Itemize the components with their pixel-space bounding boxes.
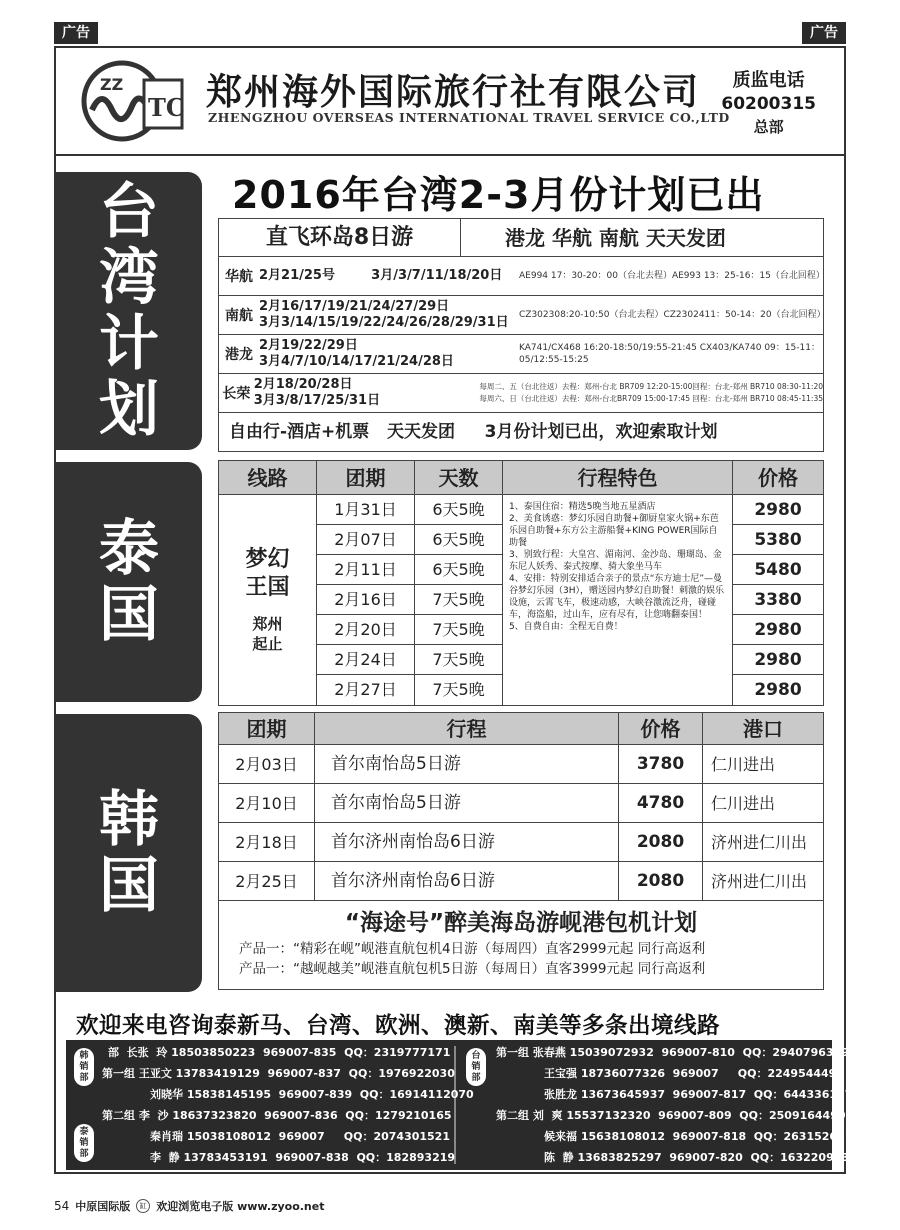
section-name: 中原国际版 [75, 1200, 131, 1213]
tour-price: 4780 [619, 784, 703, 822]
thailand-table-header [219, 461, 823, 495]
page-footer [54, 1198, 325, 1214]
tour-price: 2980 [754, 680, 802, 700]
tour-price: 2980 [733, 645, 823, 675]
charter-promo [219, 901, 823, 989]
contact-row: 刘晓华 15838145195 969007-839 QQ：16914112070 [150, 1088, 474, 1101]
table-row [317, 525, 502, 555]
promo-line: 产品一：“精彩在岘”岘港直航包机4日游（每周四）直客2999元起 同行高返利 [239, 941, 706, 957]
table-row [219, 784, 823, 823]
hq-label: 总部 [753, 118, 784, 136]
column-header: 团期 [317, 461, 415, 494]
side-char: 泰 [99, 514, 159, 584]
side-char: 国 [99, 851, 159, 921]
tour-days: 6天5晚 [432, 500, 485, 519]
svg-text:ZZ: ZZ [100, 75, 124, 94]
feature-item: 4、安排：特别安排适合亲子的景点“东方迪士尼”—曼谷梦幻乐园（3H），赠送园内梦幻自助餐！刺激的娱乐设施，云霄飞车，极速动感，大峡谷激流泛舟，碰碰车，海盗船，过山车，应有尽有，让您嗨翻泰国！ [509, 574, 724, 620]
feature-item: 3、别致行程：大皇宫、湄南河、金沙岛、珊瑚岛、金东尼人妖秀、泰式按摩、骑大象坐马车 [509, 550, 722, 572]
taiwan-head-left: 直飞环岛8日游 [219, 219, 461, 256]
table-row [219, 374, 823, 413]
ad-tag-left: 广告 [54, 22, 98, 44]
column-header: 行程 [315, 713, 619, 744]
page-title: 2016年台湾2-3月份计划已出 [232, 173, 765, 217]
tour-price: 3380 [733, 585, 823, 615]
tour-price: 2080 [619, 862, 703, 900]
tour-date: 2月11日 [317, 555, 415, 584]
tour-price: 2080 [619, 823, 703, 861]
feature-item: 2、美食诱惑：梦幻乐园自助餐+御厨皇家火锅+东芭乐园自助餐+东方公主游船餐+KING POWER国际自助餐 [509, 514, 719, 548]
contact-row: 陈 静 13683825297 969007-820 QQ：1632209730 [544, 1151, 857, 1164]
hotline-block [721, 66, 816, 137]
airline-name: 南航 [225, 308, 253, 324]
contact-row: 张胜龙 13673645937 969007-817 QQ：644336187 [544, 1088, 853, 1101]
side-char: 湾 [99, 243, 159, 313]
contact-row: 秦肖瑞 15038108012 969007 QQ：2074301521 [150, 1130, 450, 1143]
table-row [219, 296, 826, 335]
departure-dates: 2月18/20/28日 3月3/8/17/25/31日 [253, 377, 381, 408]
departure-dates: 2月16/17/19/21/24/27/29日 3月3/14/15/19/22/24/26/28/29/31日 [259, 299, 509, 330]
side-char: 计 [99, 309, 159, 379]
tour-route: 首尔济州南怡岛6日游 [315, 862, 619, 900]
consult-banner: 欢迎来电咨询泰新马、台湾、欧洲、澳新、南美等多条出境线路 [76, 1013, 721, 1039]
departure-dates: 2月19/22/29日 3月4/7/10/14/17/21/24/28日 [259, 338, 454, 369]
table-row [317, 675, 502, 705]
tour-date: 2月27日 [317, 675, 415, 705]
hotline-number: 60200315 [721, 94, 816, 114]
feature-item: 1、泰国住宿：精选5晚当地五星酒店 [509, 502, 656, 512]
tour-days: 7天5晚 [432, 620, 485, 639]
table-row [219, 823, 823, 862]
table-row [317, 495, 502, 525]
flight-info: AE994 17：30-20：00（台北去程）AE993 13：25-16：15（台北回程） [519, 271, 825, 281]
table-row [317, 585, 502, 615]
tour-date: 2月18日 [219, 823, 315, 861]
tour-port: 仁川进出 [711, 794, 776, 813]
column-header: 天数 [415, 461, 503, 494]
table-row [219, 745, 823, 784]
route-name: 梦幻 王国 [245, 547, 290, 600]
column-header: 港口 [743, 717, 783, 741]
tour-days: 7天5晚 [432, 590, 485, 609]
contact-row: 王宝强 18736077326 969007 QQ：2249544498 [544, 1067, 844, 1080]
taiwan-footer: 自由行-酒店+机票 天天发团 3月份计划已出，欢迎索取计划 [229, 422, 718, 442]
promo-title: “海途号”醉美海岛游岘港包机计划 [344, 910, 698, 936]
side-char: 台 [99, 177, 159, 247]
contact-row: 第一组 张春燕 15039072932 969007-810 QQ：2940796359 [496, 1046, 849, 1059]
company-name-cn: 郑州海外国际旅行社有限公司 [206, 72, 701, 113]
tour-date: 2月20日 [317, 615, 415, 644]
table-row [317, 615, 502, 645]
tour-route: 首尔南怡岛5日游 [315, 784, 619, 822]
tour-route: 首尔济州南怡岛6日游 [315, 823, 619, 861]
thailand-table [218, 460, 824, 706]
dept-badge: 台 销 部 [466, 1048, 486, 1086]
taiwan-head-right: 港龙 华航 南航 天天发团 [505, 226, 726, 250]
contact-row: 第一组 王亚文 13783419129 969007-837 QQ：1976922030 [102, 1067, 455, 1080]
contact-panel [66, 1040, 861, 1170]
promo-line: 产品一：“越岘越美”岘港直航包机5日游（每周日）直客3999元起 同行高返利 [239, 961, 706, 977]
thailand-table-body [219, 495, 823, 705]
table-row [219, 862, 823, 901]
column-header: 行程特色 [503, 461, 733, 494]
table-row [317, 645, 502, 675]
column-header: 团期 [219, 713, 315, 744]
route-cell [219, 495, 317, 705]
feature-item: 5、自费自由：全程无自费！ [509, 622, 623, 632]
tour-days: 6天5晚 [432, 530, 485, 549]
dept-badge: 泰 销 部 [74, 1124, 94, 1162]
page-number: 54 [54, 1199, 70, 1213]
company-logo-icon [80, 58, 192, 144]
contact-row: 第二组 李 沙 18637323820 969007-836 QQ：1279210165 [102, 1109, 452, 1122]
price-column [733, 495, 823, 705]
tour-price: 2980 [733, 615, 823, 645]
departure-dates: 2月21/25号 3月/3/7/11/18/20日 [259, 268, 503, 283]
table-row [219, 335, 823, 374]
tour-port: 济州进仁川出 [711, 872, 808, 891]
tour-date: 2月25日 [219, 862, 315, 900]
side-tab-thailand [56, 462, 202, 702]
contact-row: 李 静 13783453191 969007-838 QQ：182893219 [150, 1151, 456, 1164]
tour-price: 5480 [733, 555, 823, 585]
tour-price: 5380 [733, 525, 823, 555]
taiwan-table-header [219, 219, 823, 257]
side-char: 国 [99, 580, 159, 650]
svg-text:TC: TC [148, 93, 185, 122]
airline-name: 长荣 [222, 386, 251, 402]
route-from: 郑州 起止 [252, 615, 283, 653]
column-header: 价格 [619, 713, 703, 744]
ad-frame [54, 46, 861, 1174]
tour-date: 2月03日 [219, 745, 315, 783]
side-char: 韩 [99, 785, 159, 855]
korea-table-header [219, 713, 823, 745]
section-circle-icon: 缸 [136, 1199, 150, 1213]
flight-info: KA741/CX468 16:20-18:50/19:55-21:45 CX403/KA740 09：15-11：05/12:55-15:25 [519, 343, 820, 365]
tour-route: 首尔南怡岛5日游 [315, 745, 619, 783]
contact-row: 候来福 15638108012 969007-818 QQ：2631526117 [544, 1130, 861, 1143]
contact-row: 部 长张 玲 18503850223 969007-835 QQ：2319777171 [108, 1046, 451, 1059]
ad-tag-right: 广告 [802, 22, 846, 44]
footer-text: 欢迎浏览电子版 www.zyoo.net [156, 1200, 325, 1213]
tour-days: 7天5晚 [432, 650, 485, 669]
flight-info: 每周二、五（台北往返）去程：郑州-台北 BR709 12:20-15:00回程：台北-郑州 BR710 08:30-11:20 每周六、日（台北往返）去程：郑州-台北BR709 15:00-17:45 回程：台北-郑州 BR710 08:45-11:35 [479, 382, 823, 403]
airline-name: 华航 [225, 269, 253, 285]
table-row [317, 555, 502, 585]
column-header: 价格 [758, 466, 798, 490]
tour-port: 仁川进出 [711, 755, 776, 774]
flight-info: CZ302308:20-10:50（台北去程）CZ2302411：50-14：20（台北回程） [519, 310, 826, 320]
hotline-label: 质监电话 [732, 70, 805, 91]
airline-name: 港龙 [225, 347, 253, 363]
side-char: 划 [99, 375, 159, 445]
tour-days: 6天5晚 [432, 560, 485, 579]
tour-date: 2月10日 [219, 784, 315, 822]
tour-price: 3780 [619, 745, 703, 783]
dept-badge: 韩 销 部 [74, 1048, 94, 1086]
tour-date: 2月16日 [317, 585, 415, 614]
tour-port: 济州进仁川出 [711, 833, 808, 852]
tour-date: 2月07日 [317, 525, 415, 554]
company-name-en: ZHENGZHOU OVERSEAS INTERNATIONAL TRAVEL SERVICE CO.,LTD [208, 110, 730, 125]
taiwan-table [218, 218, 824, 452]
contact-row: 第二组 刘 爽 15537132320 969007-809 QQ：2509164490 [496, 1109, 846, 1122]
side-tab-korea [56, 714, 202, 992]
column-header: 线路 [219, 461, 317, 494]
tour-date: 2月24日 [317, 645, 415, 674]
tour-price: 2980 [733, 495, 823, 525]
side-tab-taiwan [56, 172, 202, 450]
company-header [56, 48, 844, 156]
itinerary-features [503, 495, 733, 705]
korea-table [218, 712, 824, 990]
table-row [219, 257, 823, 296]
tour-date: 1月31日 [317, 495, 415, 524]
date-days-column [317, 495, 503, 705]
tour-days: 7天5晚 [432, 680, 485, 699]
